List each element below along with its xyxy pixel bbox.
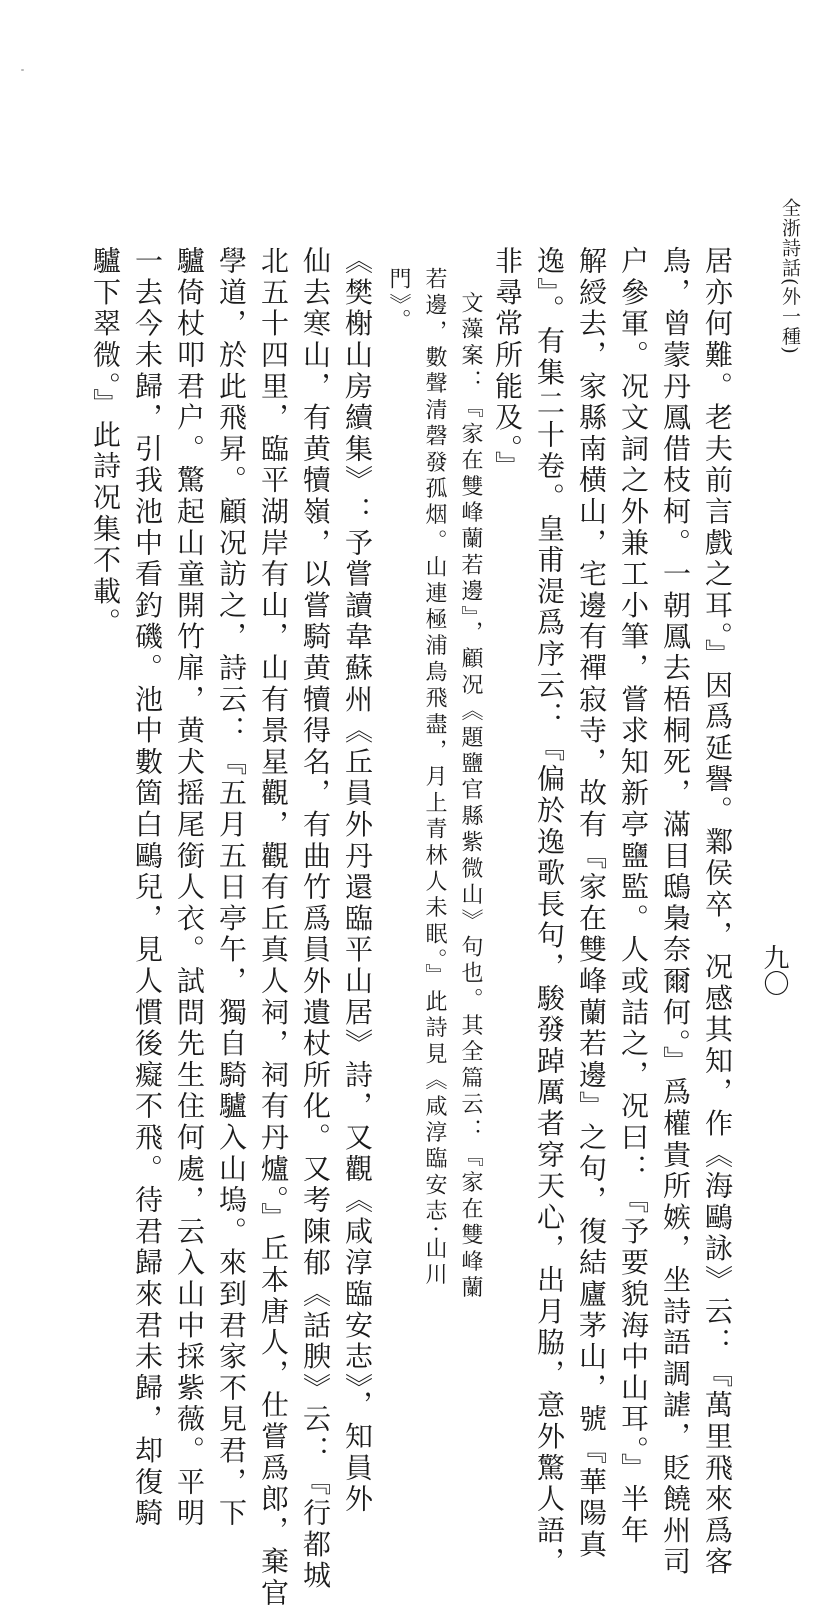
text-column: 北五十四里，臨平湖岸有山，山有景星觀，觀有丘真人祠，祠有丹爐。』丘本唐人，仕嘗爲郎，棄官 [257,246,290,1609]
text-column: 逸』。有集二十卷。皇甫湜爲序云：『偏於逸歌長句，駿發踔厲者穿天心，出月脇，意外驚人語， [533,246,566,1578]
text-column: 解綬去，家縣南横山，宅邊有禪寂寺，故有『家在雙峰蘭若邊』之句，復結廬茅山，號『華陽真 [575,246,608,1561]
annotation-column: 門》。 [386,267,411,335]
text-column: 仙去寒山，有黄犢嶺，以嘗騎黄犢得名，有曲竹爲員外遺杖所化。又考陳郁《話腴》云：『行都城 [299,246,332,1592]
text-column: 驢倚杖叩君户。驚起山童開竹扉，黄犬摇尾銜人衣。試問先生住何處，云入山中採紫薇。平明 [173,246,206,1530]
text-column: 鳥，曾蒙丹鳳借枝柯。一朝鳳去梧桐死，滿目鴟梟奈爾何。』爲權貴所嫉，坐詩語調謔，貶饒州司 [659,246,692,1578]
text-column: 《樊榭山房續集》：予嘗讀韋蘇州《丘員外丹還臨平山居》詩，又觀《咸淳臨安志》，知員外 [341,246,374,1516]
text-column: 非尋常所能及。』 [491,246,524,483]
text-column: 學道，於此飛昇。顧况訪之，詩云：『五月五日亭午，獨自騎驢入山塢。來到君家不見君，下 [215,246,248,1530]
text-column: 居亦何難。老夫前言戲之耳。』因爲延譽。鄴侯卒，况感其知，作《海鷗詠》云：『萬里飛來爲客 [701,246,734,1578]
scan-speck [21,69,24,71]
text-column: 一去今未歸，引我池中看釣磯。池中數箇白鷗兒，見人慣後癡不飛。待君歸來君未歸，却復騎 [131,246,164,1530]
annotation-column: 文藻案：『家在雙峰蘭若邊』，顧况《題鹽官縣紫微山》句也。其全篇云：『家在雙峰蘭 [458,291,483,1302]
annotation-column: 若邊，數聲清磬發孤烟。山連極浦鳥飛盡，月上青林人未眠。』此詩見《咸淳臨安志·山川 [422,267,447,1289]
text-column: 户參軍。况文詞之外兼工小筆，嘗求知新亭鹽監。人或詰之，况曰：『予要貌海中山耳。』半年 [617,246,650,1547]
text-column: 驢下翠微。』此詩况集不載。 [89,246,122,639]
running-header: 全浙詩話(外一種) [779,198,801,355]
page-number: 九〇 [759,944,789,996]
